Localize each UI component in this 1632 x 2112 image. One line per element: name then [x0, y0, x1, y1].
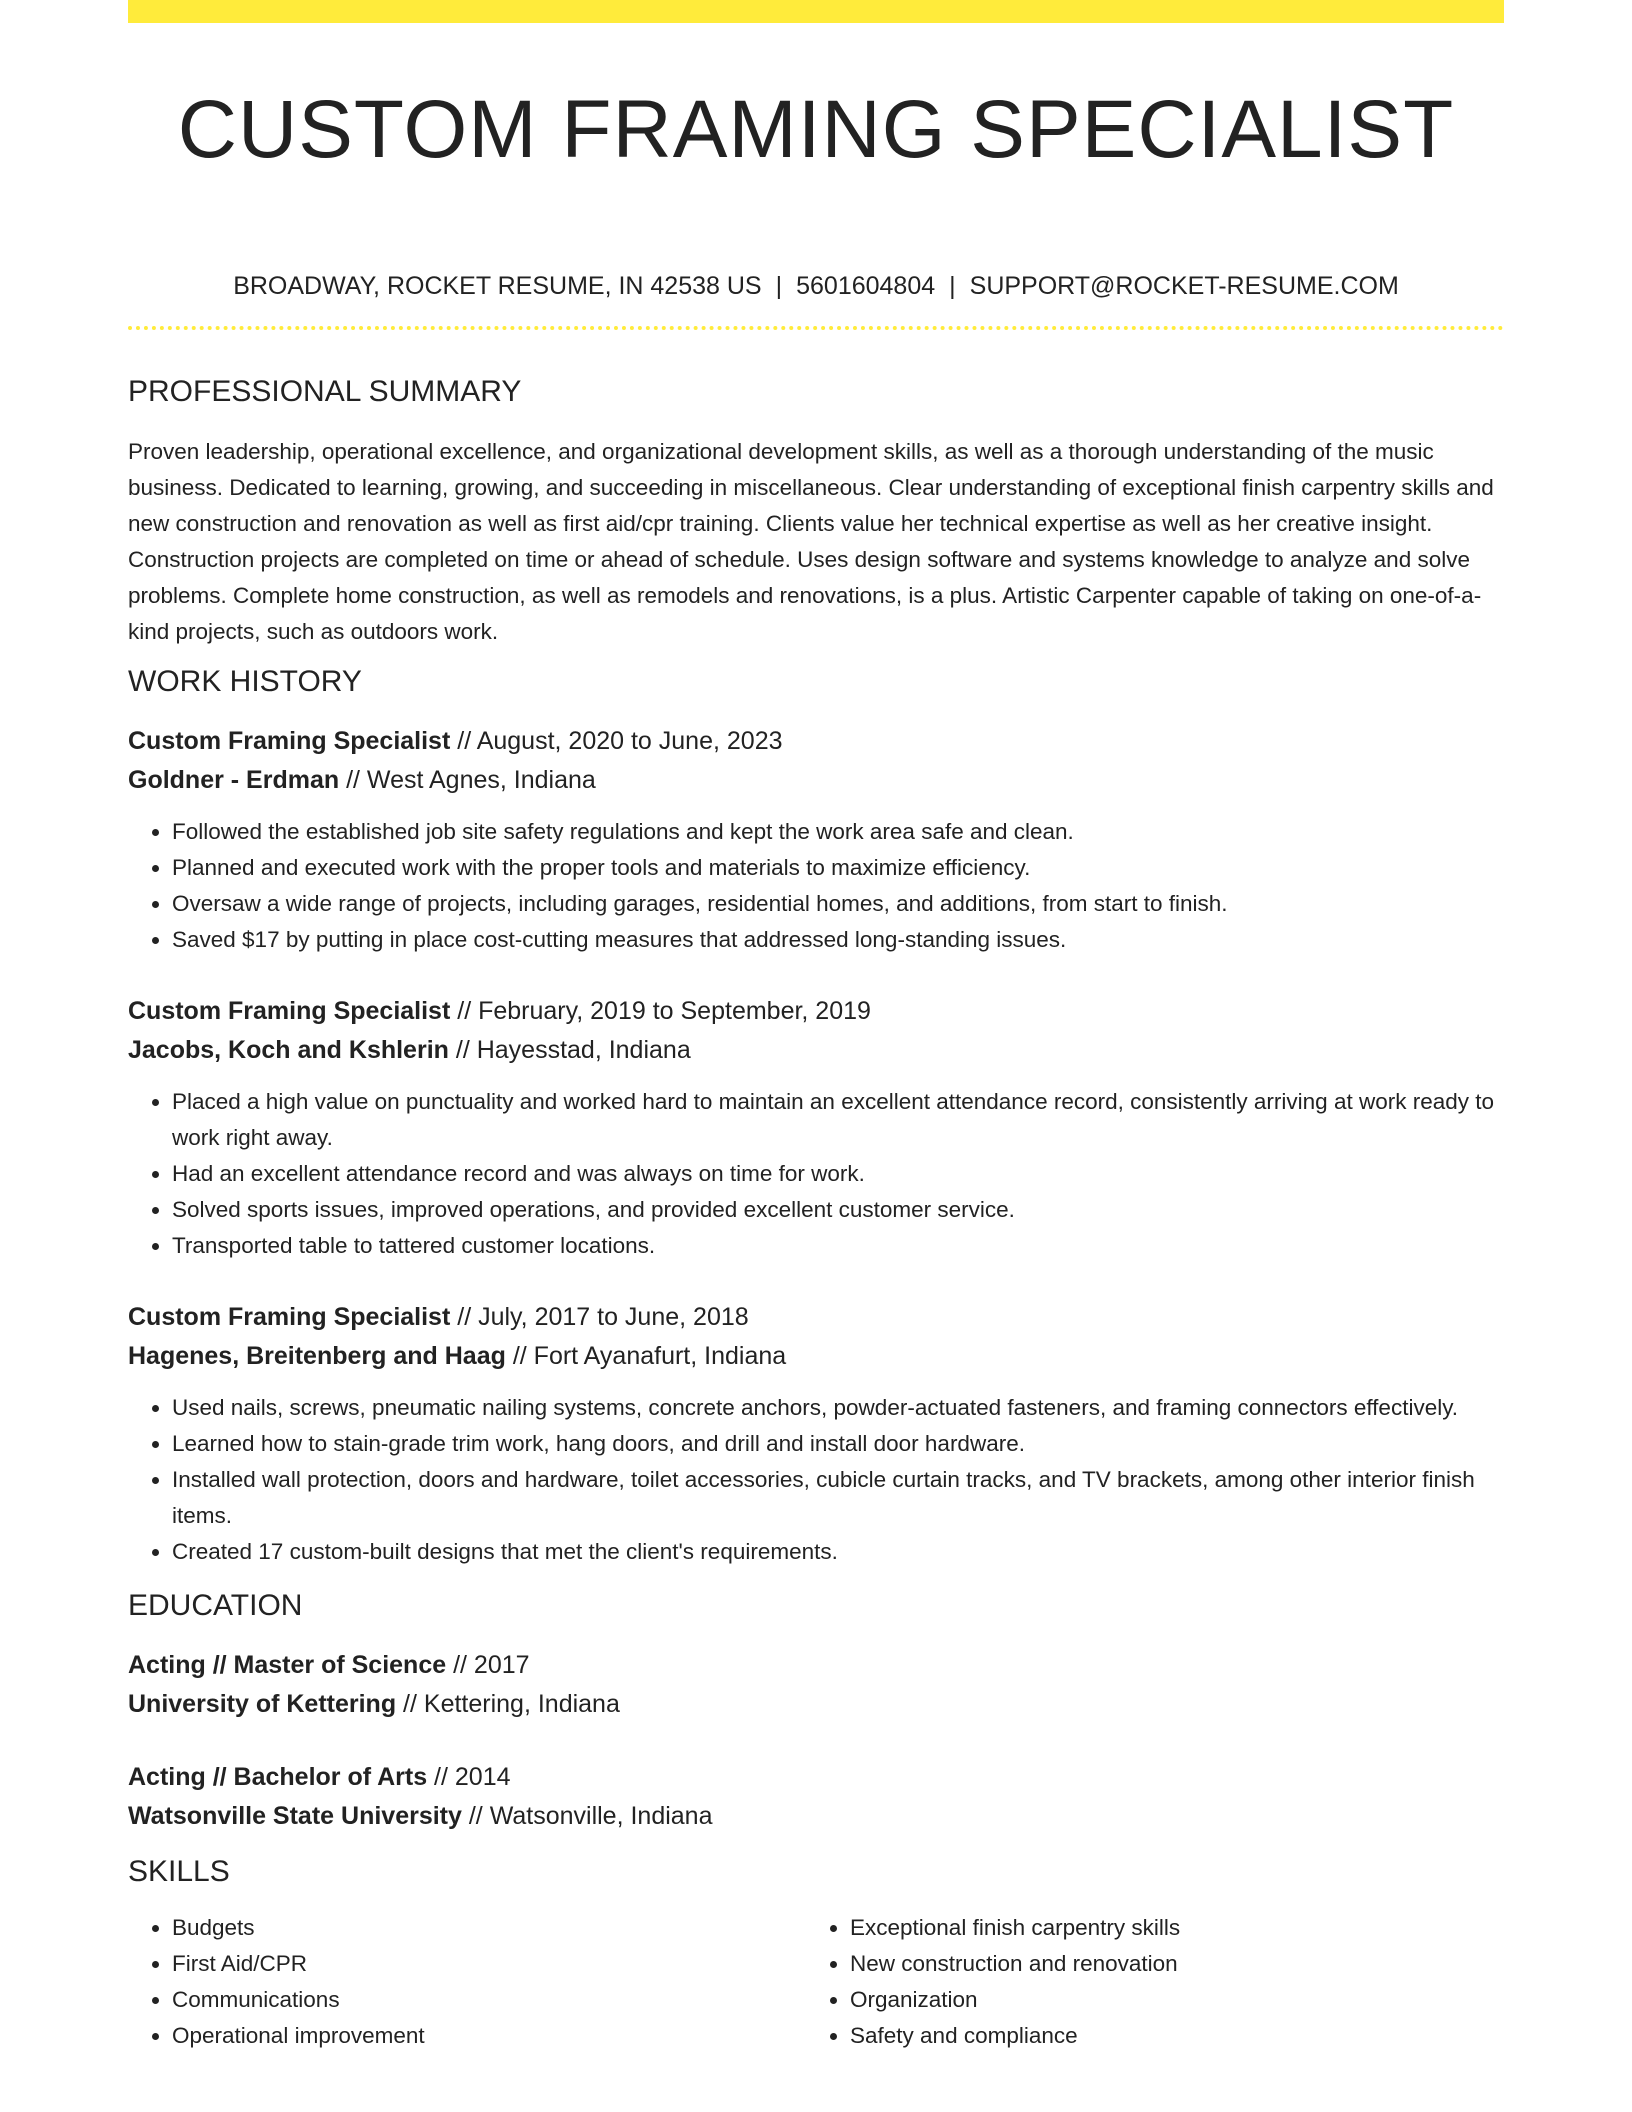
skill-item: • Operational improvement	[172, 2018, 806, 2054]
job-bullet: • Learned how to stain-grade trim work, hang doors, and drill and install door hardware.	[172, 1426, 1504, 1462]
job-position-line	[128, 1298, 1504, 1337]
job-position: Custom Framing Specialist	[128, 1303, 451, 1331]
skill-item: • Communications	[172, 1982, 806, 2018]
job-company-line	[128, 761, 1504, 800]
education-degree: Acting // Master of Science	[128, 1651, 447, 1679]
skills-title: SKILLS	[128, 1855, 230, 1888]
job-company-line	[128, 1031, 1504, 1070]
job-bullets	[128, 1084, 1504, 1264]
job-location: // Hayesstad, Indiana	[448, 1036, 691, 1064]
contact-phone: 5601604804	[796, 272, 936, 300]
education-school: University of Kettering	[128, 1690, 397, 1718]
skill-item: • Exceptional finish carpentry skills	[850, 1910, 1484, 1946]
education-entry	[128, 1758, 1504, 1836]
job-company: Jacobs, Koch and Kshlerin	[128, 1036, 449, 1064]
job-entry	[128, 722, 1504, 958]
resume-name: CUSTOM FRAMING SPECIALIST	[177, 84, 1455, 175]
contact-email: SUPPORT@ROCKET-RESUME.COM	[969, 272, 1399, 300]
job-bullet: • Saved $17 by putting in place cost-cutting measures that addressed long-standing issues.	[172, 922, 1504, 958]
job-entry	[128, 992, 1504, 1264]
job-dates: // February, 2019 to September, 2019	[450, 997, 871, 1025]
education-degree: Acting // Bachelor of Arts	[128, 1763, 428, 1791]
job-bullet: • Oversaw a wide range of projects, including garages, residential homes, and additions, from start to finish.	[172, 886, 1504, 922]
skills-left-list	[128, 1910, 806, 2054]
resume-content	[128, 80, 1504, 2054]
summary-text: Proven leadership, operational excellence, and organizational development skills, as well as a thorough understanding of the music business. Dedicated to learning, growing, and succeeding in miscellaneous. Clear understanding of exceptional finish carpentry skills and new construction and renovation as well as first aid/cpr training. Clients value her technical expertise as well as her creative insight. Construction projects are completed on time or ahead of schedule. Uses design software and systems knowledge to analyze and solve problems. Complete home construction, as well as remodels and renovations, is a plus. Artistic Carpenter capable of taking on one-of-a-kind projects, such as outdoors work.	[128, 439, 1494, 644]
education-year: // 2014	[427, 1763, 511, 1791]
education-school-line	[128, 1797, 1504, 1836]
education-year: // 2017	[446, 1651, 530, 1679]
job-bullet: • Solved sports issues, improved operations, and provided excellent customer service.	[172, 1192, 1504, 1228]
education-school-line	[128, 1685, 1504, 1724]
work-history-title: WORK HISTORY	[128, 665, 362, 698]
education-degree-line	[128, 1646, 1504, 1685]
job-company: Hagenes, Breitenberg and Haag	[128, 1342, 506, 1370]
skills-right-list	[806, 1910, 1484, 2054]
job-bullet: • Planned and executed work with the proper tools and materials to maximize efficiency.	[172, 850, 1504, 886]
skill-item: • Safety and compliance	[850, 2018, 1484, 2054]
job-position: Custom Framing Specialist	[128, 997, 451, 1025]
skill-item: • New construction and renovation	[850, 1946, 1484, 1982]
job-company-line	[128, 1337, 1504, 1376]
job-company: Goldner - Erdman	[128, 766, 340, 794]
job-location: // West Agnes, Indiana	[339, 766, 596, 794]
job-bullet: • Installed wall protection, doors and hardware, toilet accessories, cubicle curtain tracks, and TV brackets, among other interior finish items.	[172, 1462, 1504, 1534]
education-school: Watsonville State University	[128, 1802, 462, 1830]
accent-bar	[128, 0, 1504, 23]
skill-item: • Budgets	[172, 1910, 806, 1946]
job-bullet: • Had an excellent attendance record and was always on time for work.	[172, 1156, 1504, 1192]
skill-item: • First Aid/CPR	[172, 1946, 806, 1982]
job-bullet: • Created 17 custom-built designs that met the client's requirements.	[172, 1534, 1504, 1570]
job-bullet: • Placed a high value on punctuality and worked hard to maintain an excellent attendance record, consistently arriving at work ready to work right away.	[172, 1084, 1504, 1156]
contact-separator: |	[775, 272, 783, 300]
education-degree-line	[128, 1758, 1504, 1797]
job-bullet: • Used nails, screws, pneumatic nailing systems, concrete anchors, powder-actuated fasteners, and framing connectors effectively.	[172, 1390, 1504, 1426]
contact-separator: |	[949, 272, 956, 300]
job-location: // Fort Ayanafurt, Indiana	[505, 1342, 787, 1370]
contact-line	[128, 271, 1504, 301]
skills-columns	[128, 1910, 1504, 2054]
job-bullet: • Transported table to tattered customer locations.	[172, 1228, 1504, 1264]
dotted-divider	[128, 326, 1504, 330]
job-dates: // August, 2020 to June, 2023	[450, 727, 783, 755]
summary-title: PROFESSIONAL SUMMARY	[128, 375, 522, 408]
contact-address: BROADWAY, ROCKET RESUME, IN 42538 US	[233, 272, 762, 300]
job-dates: // July, 2017 to June, 2018	[450, 1303, 749, 1331]
job-bullets	[128, 1390, 1504, 1570]
education-location: // Kettering, Indiana	[396, 1690, 620, 1718]
education-location: // Watsonville, Indiana	[461, 1802, 713, 1830]
job-position-line	[128, 722, 1504, 761]
job-position-line	[128, 992, 1504, 1031]
job-entry	[128, 1298, 1504, 1570]
education-title: EDUCATION	[128, 1589, 303, 1622]
job-bullet: • Followed the established job site safety regulations and kept the work area safe and clean.	[172, 814, 1504, 850]
job-position: Custom Framing Specialist	[128, 727, 451, 755]
skill-item: • Organization	[850, 1982, 1484, 2018]
job-bullets	[128, 814, 1504, 958]
education-entry	[128, 1646, 1504, 1724]
